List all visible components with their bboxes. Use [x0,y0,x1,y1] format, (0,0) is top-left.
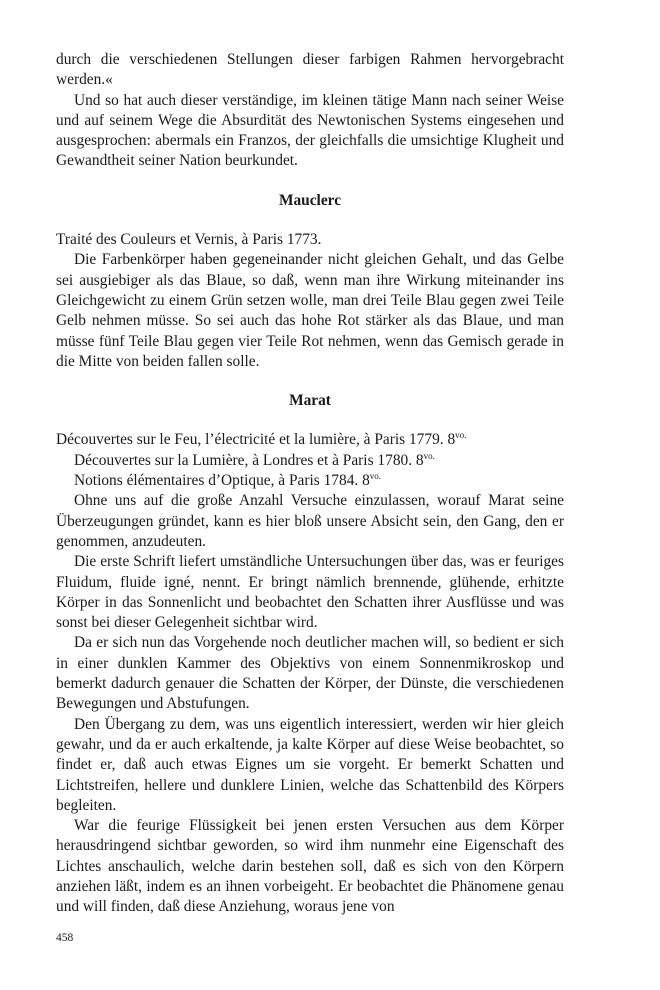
page-number: 458 [56,932,74,944]
paragraph-marat: Ohne uns auf die große Anzahl Versuche einzulassen, worauf Marat seine Überzeugungen gründet, kann es hier bloß unsere Absicht sein, den Gang, den er genommen, anzudeuten. [56,492,564,550]
paragraph-conclusion: Und so hat auch dieser verständige, im kleinen tätige Mann nach seiner Weise und auf seinem Wege die Absurdität des Newtonischen Systems eingesehen und ausgesprochen: abermals ein Franzos, der gleichfalls die umsichtige Klugheit und Gewandtheit seiner Nation beurkundet. [56,91,564,170]
bibliography-title: Notions élémentaires d’Optique, à Paris 1784. 8 [74,472,370,490]
bibliography-entry [56,451,564,471]
paragraph-mauclerc: Die Farbenkörper haben gegeneinander nicht gleichen Gehalt, und das Gelbe sei ausgiebiger als das Blaue, so daß, wenn man ihre Wirkung miteinander ins Gleichgewicht zu einem Grün setzen wolle, man drei Teile Blau gegen zwei Teile Gelb nehmen müsse. So sei auch das hohe Rot stärker als das Blaue, und man müsse fünf Teile Blau gegen vier Teile Rot nehmen, wenn das Gemisch gerade in die Mitte von beiden fallen solle. [56,251,564,370]
bibliography-title: Découvertes sur la Lumière, à Londres et à Paris 1780. 8 [74,451,424,469]
bibliography-title: Découvertes sur le Feu, l’électricité et la lumière, à Paris 1779. 8 [56,431,456,449]
bibliography-entry [56,471,564,491]
paragraph-marat: Die erste Schrift liefert umständliche Untersuchungen über das, was er feuriges Fluidum, fluide igné, nennt. Er bringt nämlich brennende, glühende, erhitzte Körper in das Sonnenlicht und beobachtet den Schatten ihrer Ausflüsse und was sonst bei dieser Gelegenheit sichtbar wird. [56,553,564,632]
format-superscript: vo. [369,471,382,482]
paragraph-continuation: durch die verschiedenen Stellungen dieser farbigen Rahmen hervorgebracht werden.« [56,51,564,89]
section-heading-marat: Marat [289,392,331,410]
section-heading-mauclerc: Mauclerc [278,191,342,209]
bibliography-entry: Traité des Couleurs et Vernis, à Paris 1773. [56,231,322,249]
page-body [56,50,564,918]
paragraph-marat: War die feurige Flüssigkeit bei jenen ersten Versuchen aus dem Körper herausdringend sichtbar geworden, so wird ihm nunmehr eine Eigenschaft des Lichtes anschaulich, welche darin bestehen soll, daß es sich von den Körpern anziehen läßt, indem es an ihnen vorbeigeht. Er beobachtet die Phänomene genau und will finden, daß diese Anziehung, woraus jene von [56,817,564,916]
paragraph-marat: Da er sich nun das Vorgehende noch deutlicher machen will, so bedient er sich in einer dunklen Kammer des Objektivs von einem Sonnenmikroskop und bemerkt dadurch genauer die Schatten der Körper, der Dünste, die verschiedenen Bewegungen und Abstufungen. [56,634,564,713]
format-superscript: vo. [455,430,467,441]
bibliography-entry [56,430,564,450]
format-superscript: vo. [423,450,435,461]
paragraph-marat: Den Übergang zu dem, was uns eigentlich interessiert, werden wir hier gleich gewahr, und da er auch erkaltende, ja kalte Körper auf diese Weise beobachtet, so findet er, daß auch etwas Eignes um sie vorgeht. Er bemerkt Schatten und Lichtstreifen, hellere und dunklere Linien, welche das Schattenbild des Körpers begleiten. [56,715,564,814]
